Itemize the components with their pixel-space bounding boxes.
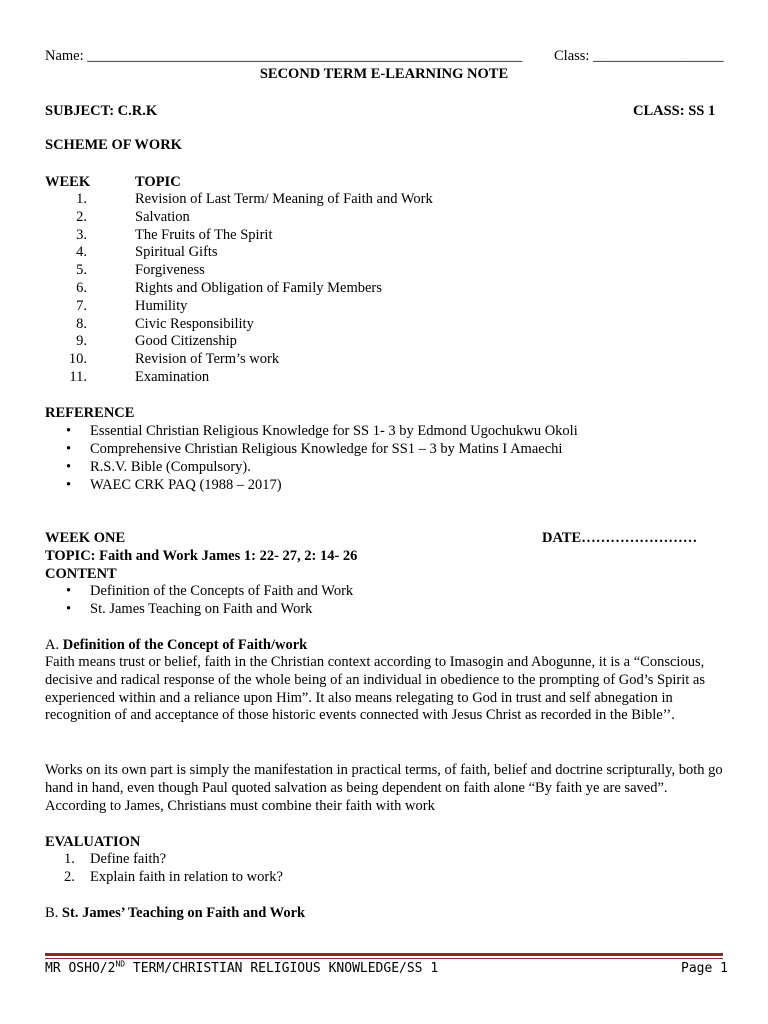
bullet-icon: • <box>66 441 72 457</box>
name-line: ____________________________________________________________ <box>87 48 523 64</box>
scheme-week-number: 3. <box>76 226 87 243</box>
topic-column-header: TOPIC <box>135 174 181 190</box>
section-b-title: St. James’ Teaching on Faith and Work <box>61 905 306 921</box>
scheme-topic: The Fruits of The Spirit <box>135 226 273 243</box>
bullet-icon: • <box>66 423 72 439</box>
evaluation-question: Define faith? <box>90 851 167 867</box>
bullet-icon: • <box>66 477 72 493</box>
scheme-week-number: 10. <box>68 351 87 368</box>
scheme-topic: Salvation <box>135 208 190 225</box>
footer-superscript: ND <box>115 959 126 969</box>
section-b-heading <box>45 904 305 922</box>
scheme-week-number: 5. <box>76 262 87 279</box>
bullet-icon: • <box>66 459 72 475</box>
faith-definition-paragraph: Faith means trust or belief, faith in the Christian context according to Imasogin and Abogunne, it is a “Conscious, decisive and radical response of the whole being of an individual in obedience to the prompting of God’s Spirit as experienced within and a reliance upon Him”. It also means relegating to God in trust and self abnegation in recognition of and acceptance of those historic events connected with Jesus Christ as recorded in the Bible’’. <box>45 654 705 724</box>
section-a-heading <box>45 636 307 654</box>
scheme-week-number: 11. <box>69 369 87 385</box>
bullet-icon: • <box>66 583 72 599</box>
scheme-week-number: 9. <box>76 333 87 350</box>
footer-course: TERM/CHRISTIAN RELIGIOUS KNOWLEDGE/SS 1 <box>125 961 439 976</box>
name-label: Name: <box>45 48 84 64</box>
reference-item: Essential Christian Religious Knowledge for SS 1- 3 by Edmond Ugochukwu Okoli <box>90 423 578 439</box>
reference-item: R.S.V. Bible (Compulsory). <box>90 459 251 475</box>
class-level: CLASS: SS 1 <box>633 103 716 119</box>
footer-rule-thin <box>45 958 723 959</box>
week-one-heading: WEEK ONE <box>45 530 126 546</box>
content-heading: CONTENT <box>45 566 117 582</box>
week-column-header: WEEK <box>45 174 91 190</box>
scheme-week-number: 1. <box>76 191 87 207</box>
scheme-topic: Revision of Term’s work <box>135 351 280 368</box>
scheme-week-number: 8. <box>76 315 87 332</box>
class-label: Class: <box>554 48 590 64</box>
class-field <box>554 47 724 65</box>
scheme-topic: Forgiveness <box>135 262 205 279</box>
evaluation-heading: EVALUATION <box>45 834 141 850</box>
week-one-topic: TOPIC: Faith and Work James 1: 22- 27, 2: 14- 26 <box>45 548 358 564</box>
footer-left <box>45 960 438 978</box>
evaluation-number: 2. <box>64 869 75 885</box>
section-a-prefix: A. <box>45 637 60 653</box>
scheme-topic: Spiritual Gifts <box>135 244 218 261</box>
scheme-topic: Humility <box>135 297 188 314</box>
scheme-topic: Civic Responsibility <box>135 315 254 332</box>
class-line: __________________ <box>593 48 724 64</box>
scheme-topic: Rights and Obligation of Family Members <box>135 280 382 296</box>
content-item: St. James Teaching on Faith and Work <box>90 601 313 617</box>
page-number: Page 1 <box>681 961 728 976</box>
document-title: SECOND TERM E-LEARNING NOTE <box>259 66 509 82</box>
reference-item: Comprehensive Christian Religious Knowledge for SS1 – 3 by Matins I Amaechi <box>90 441 563 457</box>
reference-item: WAEC CRK PAQ (1988 – 2017) <box>90 477 282 493</box>
scheme-week-number: 2. <box>76 208 87 225</box>
content-item: Definition of the Concepts of Faith and Work <box>90 583 354 599</box>
scheme-topic: Revision of Last Term/ Meaning of Faith and Work <box>135 191 433 207</box>
scheme-week-number: 6. <box>76 280 87 296</box>
section-a-title: Definition of the Concept of Faith/work <box>62 637 308 653</box>
scheme-week-number: 4. <box>76 244 87 261</box>
evaluation-question: Explain faith in relation to work? <box>90 869 283 885</box>
section-b-prefix: B. <box>45 905 59 921</box>
subject-label: SUBJECT: C.R.K <box>45 103 158 119</box>
scheme-topic: Examination <box>135 369 210 385</box>
scheme-heading: SCHEME OF WORK <box>45 137 182 153</box>
footer-author: MR OSHO/2 <box>45 961 116 976</box>
bullet-icon: • <box>66 601 72 617</box>
footer-rule-thick <box>45 953 723 956</box>
reference-heading: REFERENCE <box>45 405 135 421</box>
date-field: DATE…………………… <box>542 530 698 546</box>
evaluation-number: 1. <box>64 851 75 867</box>
scheme-topic: Good Citizenship <box>135 333 237 350</box>
name-field <box>45 47 522 65</box>
works-definition-paragraph: Works on its own part is simply the manifestation in practical terms, of faith, belief and doctrine scripturally, both go hand in hand, even though Paul quoted salvation as being dependent on faith alone “By faith ye are saved”. According to James, Christians must combine their faith with work <box>45 762 723 814</box>
scheme-week-number: 7. <box>76 297 87 314</box>
